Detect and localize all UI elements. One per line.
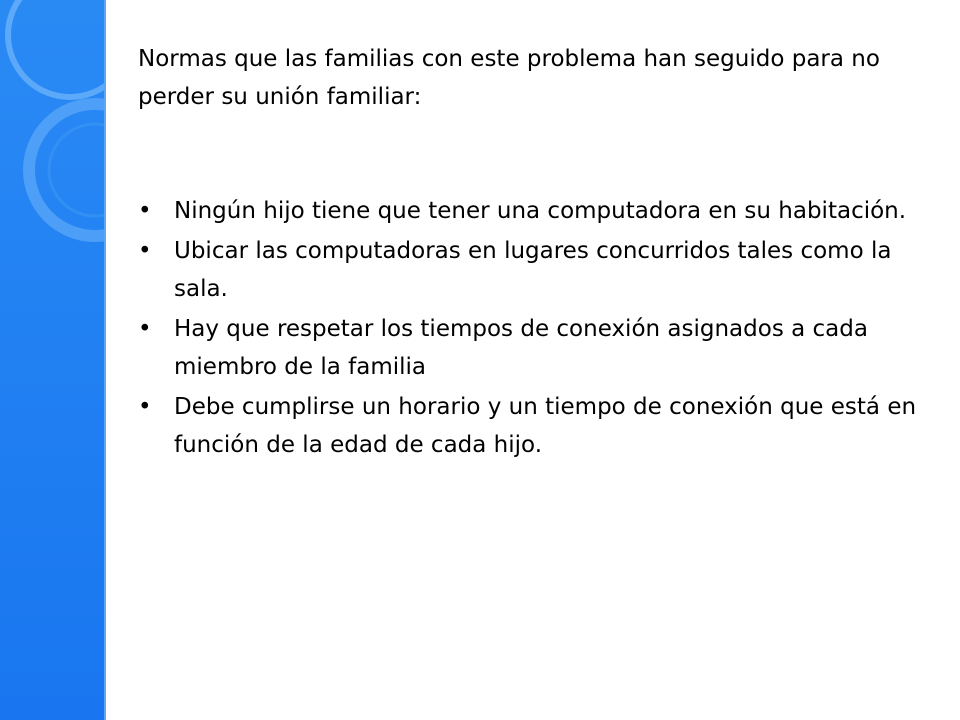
bullet-item bbox=[138, 192, 938, 230]
side-band-edge bbox=[104, 0, 106, 720]
bullet-list bbox=[138, 192, 938, 466]
bullet-dot-icon: • bbox=[138, 316, 152, 342]
bullet-item bbox=[138, 388, 938, 464]
side-band-decoration bbox=[0, 0, 106, 720]
bullet-text: Ubicar las computadoras en lugares concurridos tales como la sala. bbox=[174, 238, 892, 302]
bullet-text: Debe cumplirse un horario y un tiempo de conexión que está en función de la edad de cada hijo. bbox=[174, 394, 917, 458]
bullet-dot-icon: • bbox=[138, 238, 152, 264]
bullet-text: Hay que respetar los tiempos de conexión asignados a cada miembro de la familia bbox=[174, 316, 868, 380]
circles-decoration-icon bbox=[0, 0, 106, 300]
slide-content bbox=[138, 40, 938, 458]
bullet-dot-icon: • bbox=[138, 198, 152, 224]
bullet-item bbox=[138, 232, 938, 308]
bullet-text: Ningún hijo tiene que tener una computadora en su habitación. bbox=[174, 198, 907, 224]
bullet-dot-icon: • bbox=[138, 394, 152, 420]
intro-text: Normas que las familias con este problema han seguido para no perder su unión familiar: bbox=[138, 46, 880, 110]
bullet-item bbox=[138, 310, 938, 386]
